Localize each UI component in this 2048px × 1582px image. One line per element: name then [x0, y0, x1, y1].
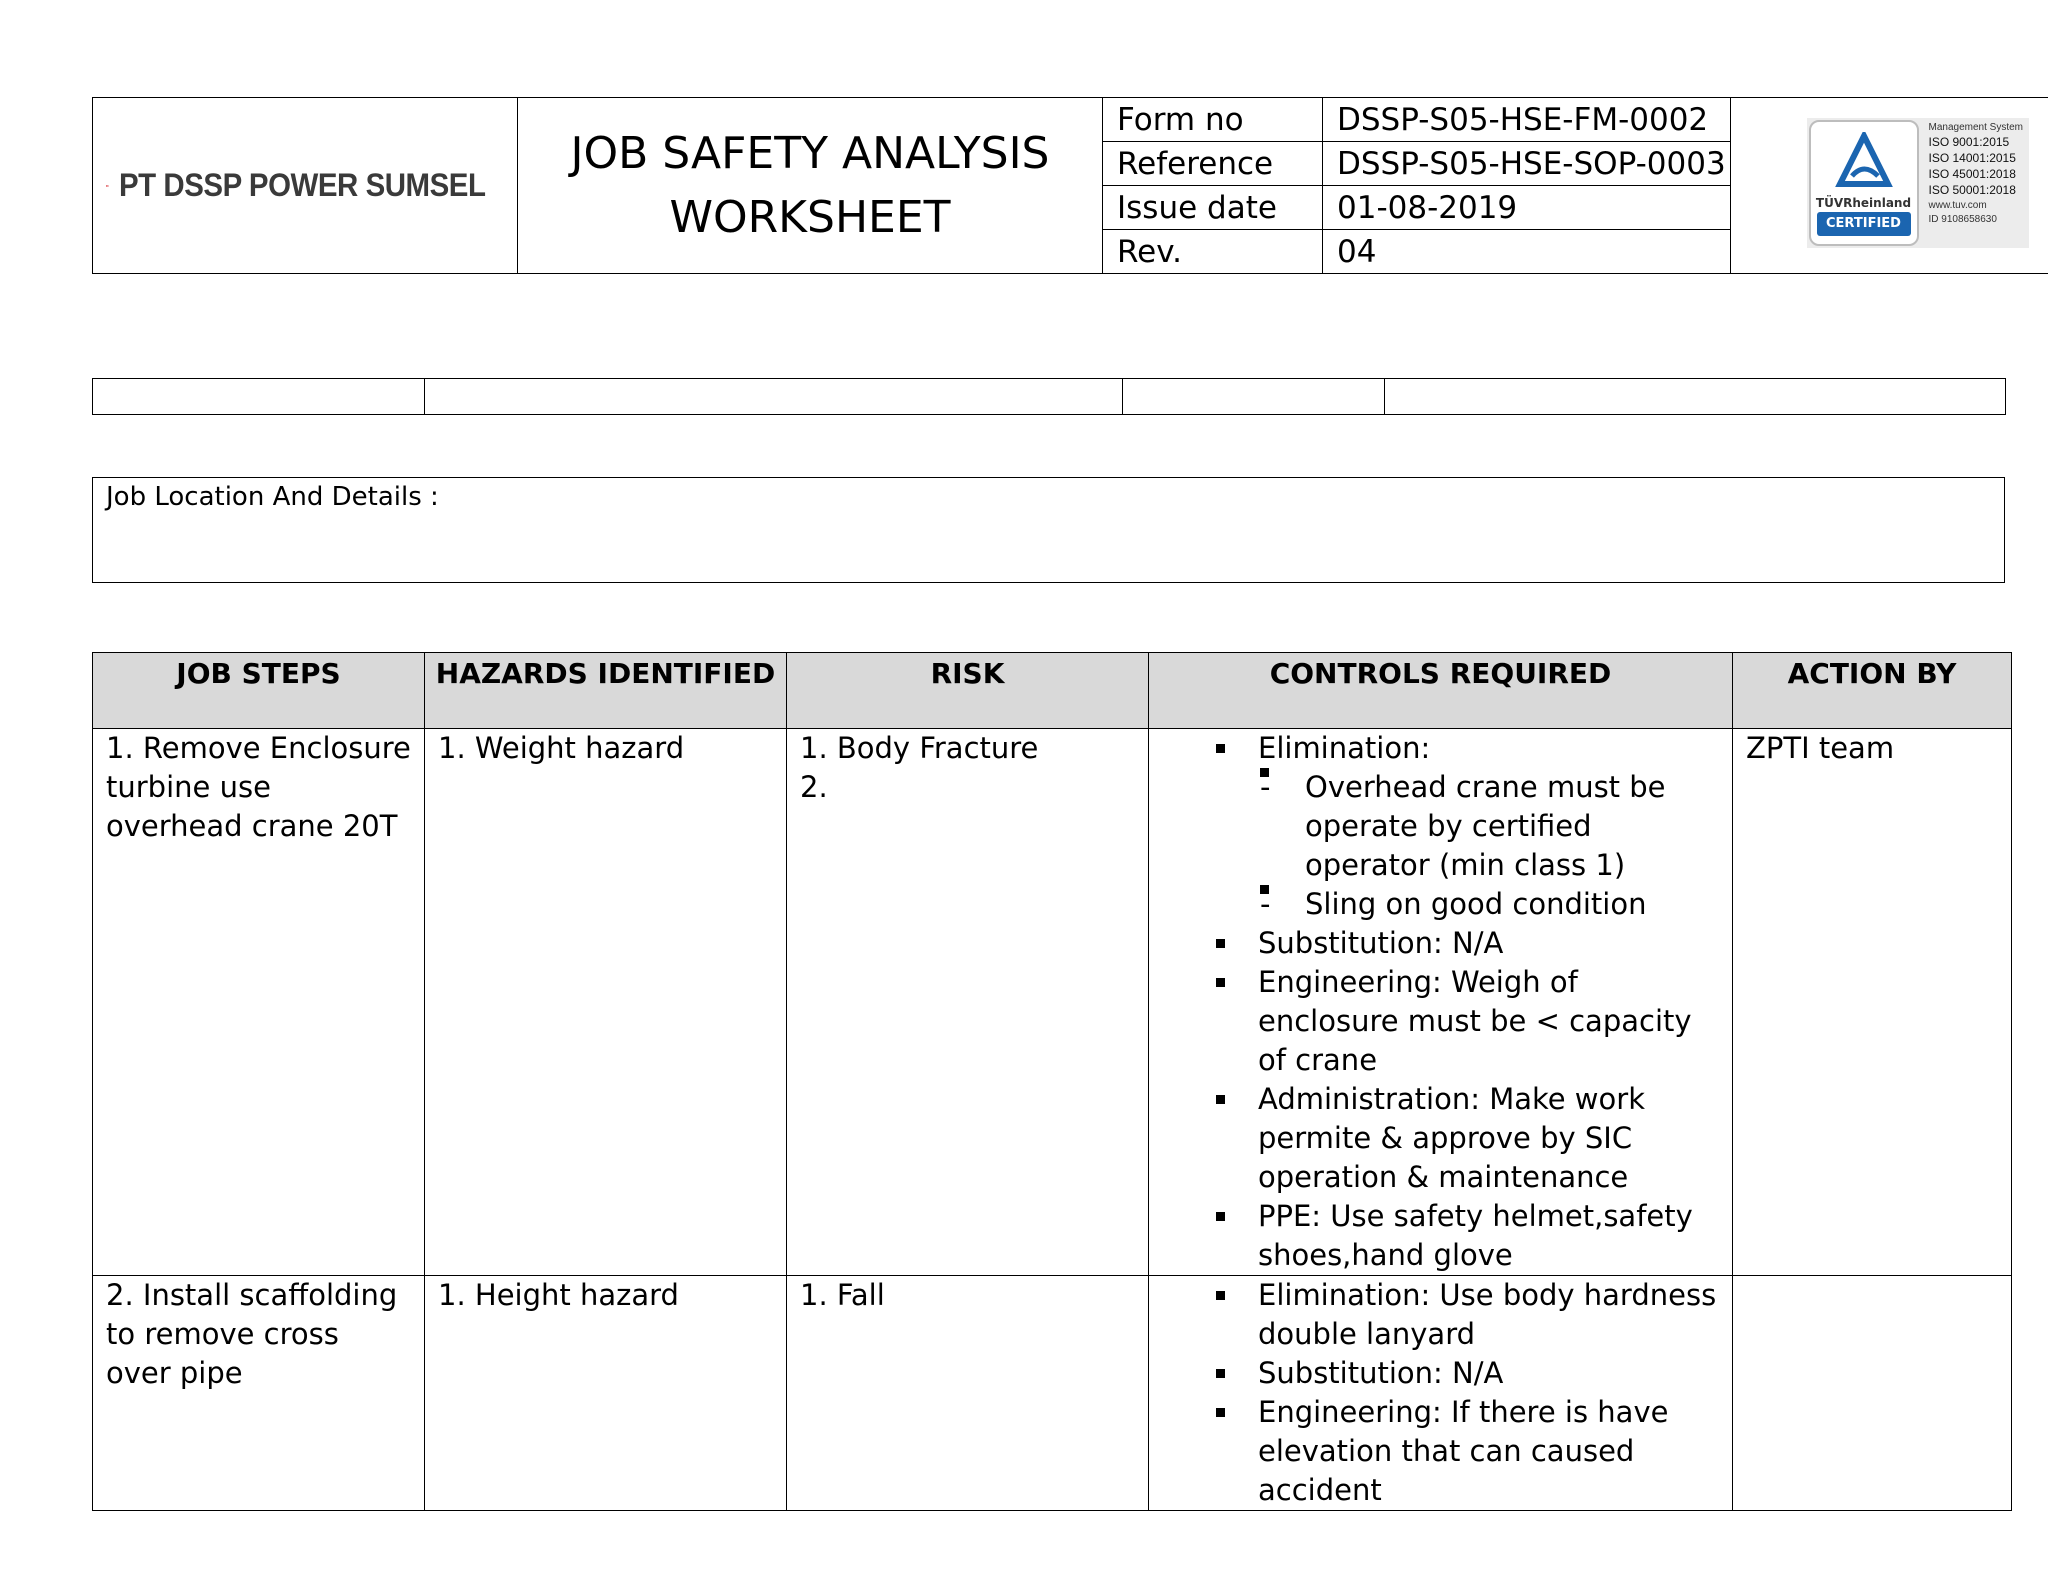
- job-location-box: [92, 477, 2005, 583]
- risk-cell: [787, 729, 1149, 1276]
- tuv-brand: TÜVRheinland: [1815, 195, 1912, 210]
- action-by-cell: [1733, 1276, 2012, 1511]
- control-item: PPE: Use safety helmet,safety shoes,hand glove: [1258, 1197, 1720, 1275]
- control-item: Substitution: N/A: [1258, 924, 1720, 963]
- document-meta: [1103, 98, 2048, 274]
- action-by-cell: [1733, 729, 2012, 1276]
- hazard-cell: [425, 1276, 787, 1511]
- hazard: 1. Height hazard: [438, 1278, 679, 1312]
- management-system-label: Management System: [1928, 121, 2023, 133]
- meta-label: Rev.: [1103, 230, 1323, 274]
- controls-cell: [1149, 1276, 1733, 1511]
- control-subitem: - Overhead crane must be operate by certified operator (min class 1): [1305, 768, 1720, 885]
- meta-label: Form no: [1103, 98, 1323, 142]
- column-header: ACTION BY: [1733, 653, 2012, 729]
- control-item: Substitution: N/A: [1258, 1354, 1720, 1393]
- company-name: PT DSSP POWER SUMSEL: [118, 167, 486, 203]
- iso-standard: ISO 50001:2018: [1928, 182, 2016, 197]
- table-row: [93, 1276, 2012, 1511]
- meta-value: 04: [1323, 230, 1731, 274]
- column-header: JOB STEPS: [93, 653, 425, 729]
- tuv-id: ID 9108658630: [1928, 213, 1997, 225]
- risk-item: 2.: [800, 770, 828, 804]
- blank-cell: [425, 379, 1123, 415]
- document-header: [92, 97, 2048, 274]
- tuv-website: www.tuv.com: [1928, 199, 1987, 211]
- control-subitem: - Sling on good condition: [1305, 885, 1720, 924]
- blank-cell: [1123, 379, 1385, 415]
- column-header: CONTROLS REQUIRED: [1149, 653, 1733, 729]
- blank-cell: [93, 379, 425, 415]
- risk-item: 1. Body Fracture: [800, 731, 1039, 765]
- control-sublist: [1258, 768, 1720, 924]
- control-item: Engineering: Weigh of enclosure must be < capacity of crane: [1258, 963, 1720, 1080]
- table-row: [93, 729, 2012, 1276]
- title-line-1: JOB SAFETY ANALYSIS: [570, 127, 1050, 179]
- blank-cell: [1385, 379, 2006, 415]
- risk-cell: [787, 1276, 1149, 1511]
- iso-standard: ISO 9001:2015: [1928, 134, 2010, 149]
- iso-standard: ISO 14001:2015: [1928, 150, 2016, 165]
- control-text: Elimination:: [1258, 731, 1431, 765]
- hazard: 1. Weight hazard: [438, 731, 685, 765]
- certified-label: CERTIFIED: [1817, 212, 1911, 236]
- control-item: Elimination: Use body hardness double lanyard: [1258, 1276, 1720, 1354]
- column-header: RISK: [787, 653, 1149, 729]
- iso-list: [1921, 118, 2024, 248]
- meta-label: Issue date: [1103, 186, 1323, 230]
- blank-info-row: [92, 378, 2006, 415]
- control-item: Administration: Make work permite & approve by SIC operation & maintenance: [1258, 1080, 1720, 1197]
- table-header-row: [93, 653, 2012, 729]
- job-location-label: Job Location And Details :: [106, 482, 439, 512]
- action-by: ZPTI team: [1746, 731, 1895, 765]
- control-item: Engineering: If there is have elevation that can caused accident: [1258, 1393, 1720, 1510]
- jsa-table: [92, 652, 2012, 1511]
- controls-list: [1162, 729, 1720, 1275]
- tuv-logo: [1809, 120, 1919, 246]
- job-step: 1. Remove Enclosure turbine use overhead crane 20T: [106, 731, 411, 843]
- logo-cell: [93, 98, 518, 274]
- job-step-cell: [93, 729, 425, 1276]
- company-logo-icon: [106, 157, 109, 215]
- tuv-triangle-icon: [1834, 132, 1894, 192]
- document-title: [518, 98, 1103, 274]
- hazard-cell: [425, 729, 787, 1276]
- meta-value: DSSP-S05-HSE-FM-0002: [1323, 98, 1731, 142]
- company-logo: [93, 157, 517, 215]
- column-header: HAZARDS IDENTIFIED: [425, 653, 787, 729]
- risk-item: 1. Fall: [800, 1278, 885, 1312]
- title-line-2: WORKSHEET: [669, 191, 951, 243]
- meta-value: DSSP-S05-HSE-SOP-0003: [1323, 142, 1731, 186]
- iso-standard: ISO 45001:2018: [1928, 166, 2016, 181]
- meta-table: [1103, 98, 2048, 273]
- meta-value: 01-08-2019: [1323, 186, 1731, 230]
- controls-list: [1162, 1276, 1720, 1510]
- certification-cell: [1731, 98, 2048, 273]
- job-step: 2. Install scaffolding to remove cross over pipe: [106, 1278, 398, 1390]
- meta-label: Reference: [1103, 142, 1323, 186]
- control-item: [1258, 729, 1720, 924]
- job-step-cell: [93, 1276, 425, 1511]
- certification-badge: [1807, 118, 2029, 248]
- controls-cell: [1149, 729, 1733, 1276]
